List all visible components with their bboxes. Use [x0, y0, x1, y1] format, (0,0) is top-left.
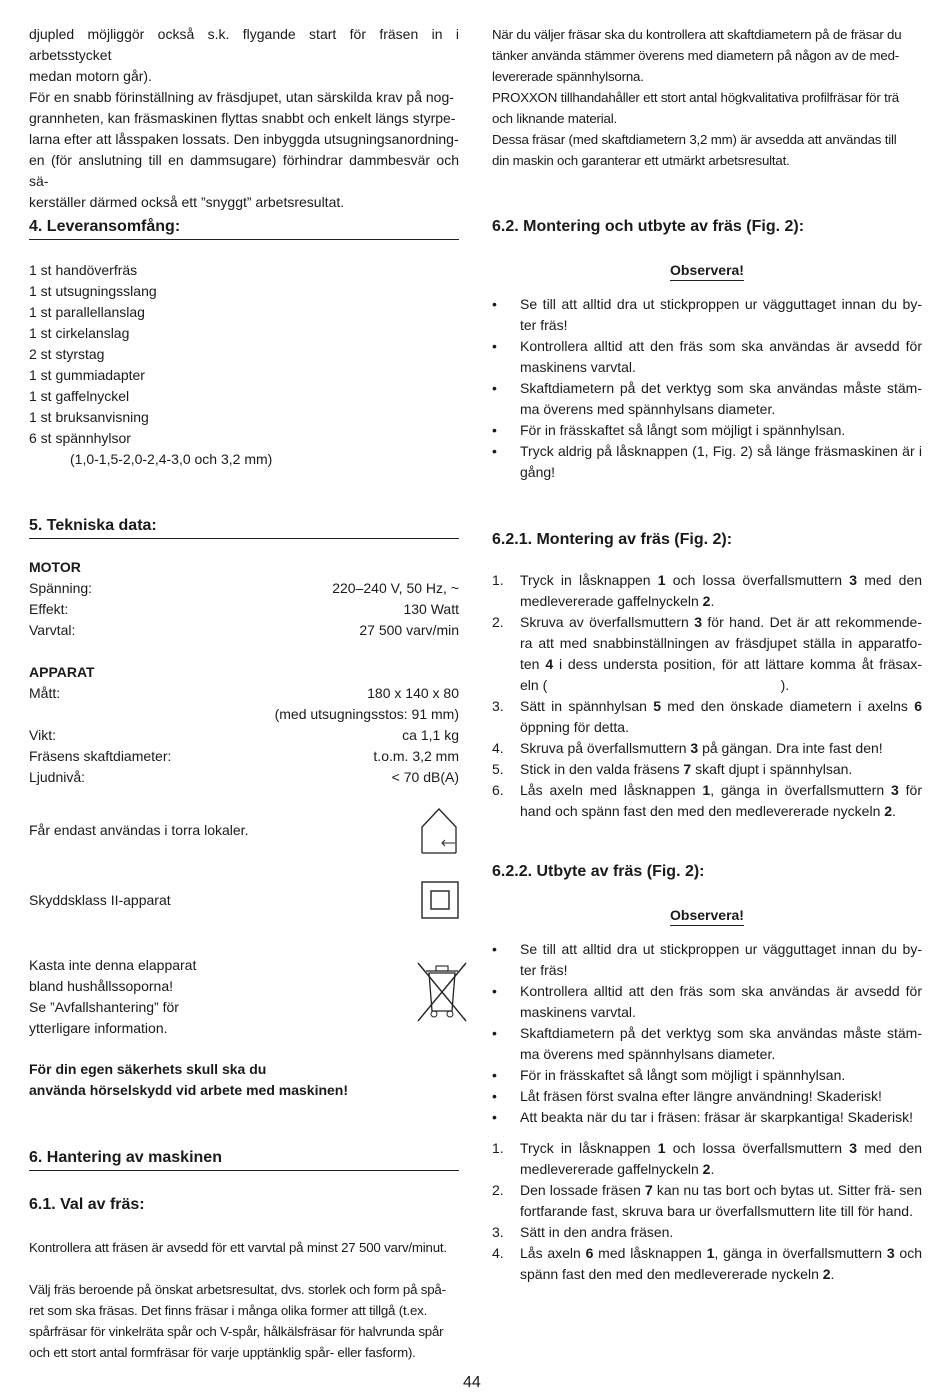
apparat-specs	[29, 683, 459, 788]
bullet-item: • Se till att alltid dra ut stickproppen ur vägguttaget innan du by- ter fräs!	[492, 294, 922, 336]
step-text: .	[830, 1266, 835, 1282]
section-6-title: 6. Hantering av maskinen	[29, 1148, 459, 1171]
intro-line: PROXXON tillhandahåller ett stort antal högkvalitativa profilfräsar för trä	[492, 90, 899, 105]
disposal-line: ytterligare information.	[29, 1020, 168, 1036]
step-text: Skruva på överfallsmuttern	[520, 740, 691, 756]
bullet-item: • Skaftdiametern på det verktyg som ska användas måste stäm- ma överens med spännhylsans diameter.	[492, 378, 922, 420]
step-text: .	[892, 803, 896, 819]
step-text: med den önskade diametern i axelns	[661, 698, 915, 714]
delivery-list	[29, 260, 459, 449]
step-text: ).	[547, 677, 790, 693]
spec-label: Varvtal:	[29, 622, 76, 638]
intro-line: Dessa fräsar (med skaftdiametern 3,2 mm) är avsedda att användas till	[492, 132, 897, 147]
step-text: med låsknappen	[593, 1245, 707, 1261]
delivery-sizes: (1,0-1,5-2,0-2,4-3,0 och 3,2 mm)	[70, 451, 273, 467]
part-reference-number: 7	[683, 761, 692, 777]
part-reference-number: 4	[545, 656, 554, 672]
step-text: , gänga in överfallsmuttern	[714, 1245, 887, 1261]
spec-row	[29, 578, 459, 599]
dry-rooms-row	[29, 805, 459, 855]
spec-row	[29, 767, 459, 788]
delivery-item: 1 st gummiadapter	[29, 367, 145, 383]
observe-label-1	[492, 260, 922, 280]
section-6-2-2-bullets	[492, 939, 922, 1128]
step-text: för hand och spänn fast den med den medlevererade nyckeln	[520, 782, 926, 819]
part-reference-number: 2	[822, 1266, 831, 1282]
part-reference-number: 5	[653, 698, 661, 714]
section-4-title: 4. Leveransomfång:	[29, 217, 459, 240]
disposal-line: Se ”Avfallshantering” för	[29, 999, 179, 1015]
intro-line: grannheten, kan fräsmaskinen flyttas snabbt och enkelt längs styrpe-	[29, 110, 456, 126]
part-reference-number: 7	[644, 1182, 653, 1198]
step-text: Sätt in spännhylsan	[520, 698, 654, 714]
step-number: 2.	[492, 614, 504, 630]
section-6-2-1-steps	[492, 570, 926, 822]
intro-line: och liknande material.	[492, 111, 617, 126]
page-number: 44	[463, 1374, 481, 1391]
spec-row	[29, 599, 459, 620]
spec-label: Spänning:	[29, 580, 93, 596]
step-item	[492, 612, 926, 696]
step-item	[492, 780, 926, 822]
step-text: i dess understa position, för att lättare komma åt fräsax- eln (	[520, 656, 926, 693]
spec-value: 220–240 V, 50 Hz, ~	[332, 580, 459, 596]
part-reference-number: 1	[702, 782, 711, 798]
step-item	[492, 1243, 926, 1285]
step-text: Tryck in låsknappen	[520, 1140, 658, 1156]
delivery-item: 1 st cirkelanslag	[29, 325, 130, 341]
step-text: Sätt in den andra fräsen.	[520, 1224, 674, 1240]
apparat-heading: APPARAT	[29, 664, 95, 680]
double-insulation-icon	[421, 881, 459, 919]
part-reference-number: 3	[690, 740, 699, 756]
delivery-item: 6 st spännhylsor	[29, 430, 131, 446]
part-reference-number: 1	[657, 1140, 666, 1156]
bullet-item: • Låt fräsen först svalna efter längre användning! Skaderisk!	[492, 1086, 922, 1107]
step-text: .	[710, 593, 715, 609]
delivery-item: 1 st parallellanslag	[29, 304, 145, 320]
step-text: för hand. Det är att rekommende- ra att med snabbinställningen av fräsdjupet ställa in apparatfo- ten	[520, 614, 926, 672]
paragraph-line: ret som ska fräsas. Det finns fräsar i många olika former att tillgå (t.ex.	[29, 1303, 428, 1318]
step-item	[492, 1138, 926, 1180]
bullet-item: • Se till att alltid dra ut stickproppen ur vägguttaget innan du by- ter fräs!	[492, 939, 922, 981]
spec-value: 130 Watt	[403, 601, 459, 617]
safety-line: använda hörselskydd vid arbete med maskinen!	[29, 1082, 349, 1098]
indoor-house-icon	[419, 805, 459, 855]
part-reference-number: 3	[849, 1140, 858, 1156]
section-6-1-paragraph-1: Kontrollera att fräsen är avsedd för ett varvtal på minst 27 500 varv/minut.	[29, 1240, 447, 1255]
step-text: Den lossade fräsen	[520, 1182, 645, 1198]
step-text: , gänga in överfallsmuttern	[710, 782, 891, 798]
spec-label: Vikt:	[29, 727, 56, 743]
bullet-item: • För in frässkaftet så långt som möjligt i spännhylsan.	[492, 420, 922, 441]
disposal-block	[29, 955, 459, 1039]
step-number: 6.	[492, 782, 504, 798]
step-text: öppning för detta.	[520, 698, 926, 735]
step-text: skaft djupt i spännhylsan.	[691, 761, 853, 777]
delivery-item: 1 st handöverfräs	[29, 262, 138, 278]
spec-row	[29, 725, 459, 746]
observe-label-2	[492, 905, 922, 925]
step-number: 5.	[492, 761, 504, 777]
section-6-1-title: 6.1. Val av fräs:	[29, 1196, 145, 1213]
paragraph-line: spårfräsar för vinkelräta spår och V-spår, hålkälsfräsar för halvrunda spår	[29, 1324, 444, 1339]
spec-row	[29, 704, 459, 725]
intro-line: larna efter att låsspaken lossats. Den inbyggda utsugningsanordning-	[29, 131, 459, 147]
spec-label: Mått:	[29, 685, 61, 701]
section-6-2-2-steps	[492, 1138, 926, 1285]
intro-line: din maskin och garanterar ett utmärkt arbetsresultat.	[492, 153, 790, 168]
step-number: 1.	[492, 1140, 504, 1156]
intro-line: djupled möjliggör också s.k. flygande start för fräsen in i arbetsstycket	[29, 26, 459, 63]
delivery-item: 1 st utsugningsslang	[29, 283, 157, 299]
section-6-2-bullets	[492, 294, 922, 483]
section-6-2-1-title: 6.2.1. Montering av fräs (Fig. 2):	[492, 531, 733, 548]
intro-line: För en snabb förinställning av fräsdjupet, utan särskilda krav på nog-	[29, 89, 454, 105]
step-text: .	[710, 1161, 715, 1177]
bullet-item: • Att beakta när du tar i fräsen: fräsar är skarpkantiga! Skaderisk!	[492, 1107, 922, 1128]
part-reference-number: 3	[849, 572, 858, 588]
step-text: och lossa överfallsmuttern	[665, 572, 850, 588]
step-number: 3.	[492, 1224, 504, 1240]
disposal-line: Kasta inte denna elapparat	[29, 957, 197, 973]
disposal-text	[29, 955, 459, 1039]
delivery-item: 2 st styrstag	[29, 346, 105, 362]
step-text: på gängan. Dra inte fast den!	[698, 740, 883, 756]
motor-heading: MOTOR	[29, 559, 81, 575]
part-reference-number: 1	[706, 1245, 715, 1261]
section-5-title: 5. Tekniska data:	[29, 516, 459, 539]
spec-label: Effekt:	[29, 601, 69, 617]
intro-line: När du väljer fräsar ska du kontrollera att skaftdiametern på de fräsar du	[492, 27, 902, 42]
step-text: med den medlevererade gaffelnyckeln	[520, 1140, 926, 1177]
part-reference-number: 6	[914, 698, 922, 714]
spec-row	[29, 683, 459, 704]
part-reference-number: 1	[657, 572, 666, 588]
bullet-item: • För in frässkaftet så långt som möjligt i spännhylsan.	[492, 1065, 922, 1086]
step-number: 2.	[492, 1182, 504, 1198]
spec-row	[29, 620, 459, 641]
intro-line: medan motorn går).	[29, 68, 152, 84]
step-item	[492, 696, 926, 738]
disposal-line: bland hushållssoporna!	[29, 978, 173, 994]
intro-line: tänker använda stämmer överens med diametern på någon av de med-	[492, 48, 900, 63]
part-reference-number: 6	[585, 1245, 594, 1261]
bullet-item: • Tryck aldrig på låsknappen (1, Fig. 2) så länge fräsmaskinen är i gång!	[492, 441, 922, 483]
paragraph-line: Välj fräs beroende på önskat arbetsresultat, dvs. storlek och form på spå-	[29, 1282, 446, 1297]
crossed-bin-icon	[412, 961, 472, 1023]
step-text: kan nu tas bort och bytas ut. Sitter frä- sen fortfarande fast, skruva bara ur överfallsmuttern lite till för hand.	[520, 1182, 926, 1219]
step-text: och lossa överfallsmuttern	[665, 1140, 850, 1156]
section-6-2-2-title: 6.2.2. Utbyte av fräs (Fig. 2):	[492, 863, 705, 880]
step-item	[492, 738, 922, 759]
step-text: och spänn fast den med den medlevererade nyckeln	[520, 1245, 926, 1282]
step-text: med den medlevererade gaffelnyckeln	[520, 572, 926, 609]
step-item	[492, 759, 922, 780]
dry-rooms-text: Får endast användas i torra lokaler.	[29, 821, 249, 838]
spec-row	[29, 746, 459, 767]
section-6-2-title: 6.2. Montering och utbyte av fräs (Fig. 2):	[492, 218, 805, 235]
step-number: 3.	[492, 698, 504, 714]
delivery-item: 1 st bruksanvisning	[29, 409, 149, 425]
motor-specs	[29, 578, 459, 641]
intro-paragraph-right	[492, 24, 922, 171]
spec-label: Fräsens skaftdiameter:	[29, 748, 172, 764]
step-text: Stick in den valda fräsens	[520, 761, 684, 777]
part-reference-number: 2	[702, 1161, 711, 1177]
part-reference-number: 2	[702, 593, 711, 609]
part-reference-number: 3	[891, 782, 899, 798]
intro-line: levererade spännhylsorna.	[492, 69, 644, 84]
step-number: 1.	[492, 572, 504, 588]
bullet-item: • Kontrollera alltid att den fräs som ska användas är avsedd för maskinens varvtal.	[492, 981, 922, 1023]
section-6-1-paragraph-2	[29, 1279, 459, 1363]
step-text: Skruva av överfallsmuttern	[520, 614, 695, 630]
paragraph-line: och ett stort antal formfräsar för varje upptänklig spår- eller fasform).	[29, 1345, 416, 1360]
protection-class-row	[29, 879, 459, 921]
spec-value: 180 x 140 x 80	[367, 685, 459, 701]
bullet-item: • Skaftdiametern på det verktyg som ska användas måste stäm- ma överens med spännhylsans diameter.	[492, 1023, 922, 1065]
intro-line: kerställer därmed också ett ”snyggt” arbetsresultat.	[29, 194, 345, 210]
delivery-item: 1 st gaffelnyckel	[29, 388, 130, 404]
hearing-protection-note	[29, 1059, 459, 1101]
intro-paragraph-left	[29, 24, 459, 213]
observe-text-1: Observera!	[670, 262, 744, 281]
step-item	[492, 1180, 926, 1222]
part-reference-number: 3	[886, 1245, 895, 1261]
protection-class-text: Skyddsklass II-apparat	[29, 891, 171, 908]
observe-text-2: Observera!	[670, 907, 744, 926]
step-text: Lås axeln med låsknappen	[520, 782, 703, 798]
safety-line: För din egen säkerhets skull ska du	[29, 1061, 267, 1077]
step-text: Tryck in låsknappen	[520, 572, 658, 588]
step-item	[492, 570, 926, 612]
spec-value: ca 1,1 kg	[402, 727, 459, 743]
step-number: 4.	[492, 1245, 504, 1261]
spec-value: 27 500 varv/min	[359, 622, 459, 638]
part-reference-number: 2	[884, 803, 893, 819]
step-number: 4.	[492, 740, 504, 756]
step-item	[492, 1222, 922, 1243]
spec-value: < 70 dB(A)	[391, 769, 459, 785]
spec-value: (med utsugningsstos: 91 mm)	[274, 706, 459, 722]
spec-label: Ljudnivå:	[29, 769, 86, 785]
bullet-item: • Kontrollera alltid att den fräs som ska användas är avsedd för maskinens varvtal.	[492, 336, 922, 378]
step-text: Lås axeln	[520, 1245, 586, 1261]
spec-value: t.o.m. 3,2 mm	[373, 748, 459, 764]
part-reference-number: 3	[694, 614, 702, 630]
intro-line: en (för anslutning till en dammsugare) förhindrar dammbesvär och sä-	[29, 152, 459, 189]
